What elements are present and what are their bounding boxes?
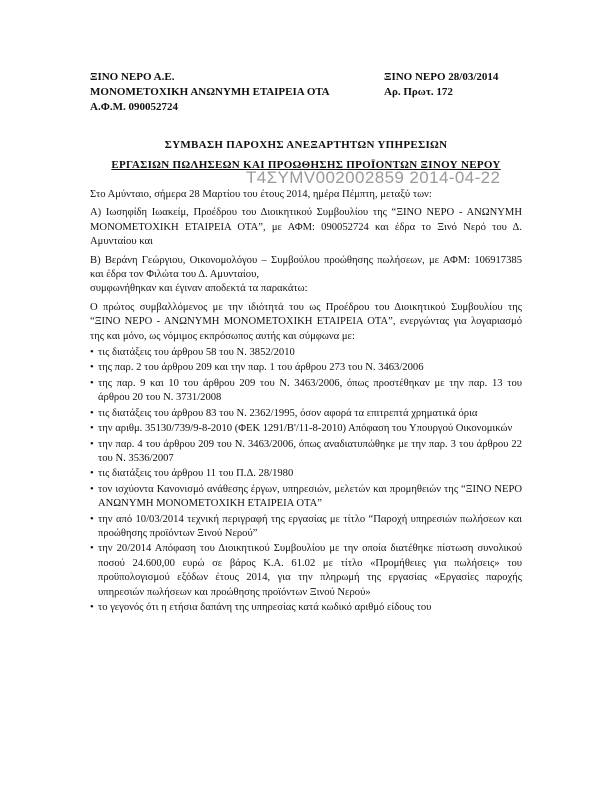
header-right [384,70,498,100]
list-item: • τον ισχύοντα Κανονισμό ανάθεσης έργων, υπηρεσιών, μελετών και προμηθειών της “ΞΙΝΟ ΝΕΡΟ ΑΝΩΝΥΜΗ ΜΟΝΟΜΕΤΟΧΙΚΗ ΕΤΑΙΡΕΙΑ ΟΤΑ” [90,483,522,510]
company-short-name: ΞΙΝΟ ΝΕΡΟ Α.Ε. [90,71,175,83]
list-item: • την 20/2014 Απόφαση του Διοικητικού Συμβουλίου με την οποία διατέθηκε πίστωση συνολικού ποσού 24.600,00 ευρώ σε βάρος Κ.Α. 61.02 με τίτλο «Προμήθειες για πωλήσεις» του προϋπολογισμού εξόδων έτους 2014, για την πληρωμή της εργασίας «Εργασίες παροχής υπηρεσιών πωλήσεων και προώθησης προϊόντων Ξινού Νερού» [90,543,522,598]
list-item: • την από 10/03/2014 τεχνική περιγραφή της εργασίας με τίτλο “Παροχή υπηρεσιών πωλήσεων και προώθησης προϊόντων Ξινού Νερού” [90,513,522,539]
document-title-line-1: ΣΥΜΒΑΣΗ ΠΑΡΟΧΗΣ ΑΝΕΞΑΡΤΗΤΩΝ ΥΠΗΡΕΣΙΩΝ [164,139,448,151]
first-party-paragraph: Ο πρώτος συμβαλλόμενος με την ιδιότητά του ως Προέδρου του Διοικητικού Συμβουλίου της “ΞΙΝΟ ΝΕΡΟ - ΑΝΩΝΥΜΗ ΜΟΝΟΜΕΤΟΧΙΚΗ ΕΤΑΙΡΕΙΑ ΟΤΑ”, ενεργώντας για λογαριασμό της και μόνο, ως νόμιμος εκπρόσωπος αυτής και σύμφωνα με: [90,301,522,342]
document-title-line-2: ΕΡΓΑΣΙΩΝ ΠΩΛΗΣΕΩΝ ΚΑΙ ΠΡΟΩΘΗΣΗΣ ΠΡΟΪΟΝΤΩΝ ΞΙΝΟΥ ΝΕΡΟΥ [111,159,501,171]
header-left [90,70,330,115]
party-a-paragraph: Α) Ιωσηφίδη Ιωακείμ, Προέδρου του Διοικητικού Συμβουλίου της “ΞΙΝΟ ΝΕΡΟ - ΑΝΩΝΥΜΗ ΜΟΝΟΜΕΤΟΧΙΚΗ ΕΤΑΙΡΕΙΑ ΟΤΑ”, με ΑΦΜ: 090052724 και έδρα το Ξινό Νερό του Δ. Αμυνταίου και [90,207,522,248]
agreement-paragraph: συμφωνήθηκαν και έγιναν αποδεκτά τα παρακάτω: [90,283,308,295]
registry-stamp: Τ4ΣΥΜV002002859 2014-04-22 [246,168,501,187]
protocol-number: Αρ. Πρωτ. 172 [384,86,453,98]
list-item: • τις διατάξεις του άρθρου 11 του Π.Δ. 28/1980 [90,467,522,481]
bullet-mark: • [90,438,94,450]
bullet-mark: • [90,347,94,359]
list-item: • της παρ. 2 του άρθρου 209 και την παρ. 1 του άρθρου 273 του Ν. 3463/2006 [90,361,522,375]
intro-paragraph: Στο Αμύνταιο, σήμερα 28 Μαρτίου του έτους 2014, ημέρα Πέμπτη, μεταξύ των: [90,189,432,200]
document-date: ΞΙΝΟ ΝΕΡΟ 28/03/2014 [384,71,499,83]
bullet-mark: • [90,407,94,419]
party-b-paragraph: Β) Βεράνη Γεώργιου, Οικονομολόγου – Συμβούλου προώθησης πωλήσεων, με ΑΦΜ: 106917385 και έδρα τον Φιλώτα του Δ. Αμυνταίου, [90,254,522,281]
list-item: • την παρ. 4 του άρθρου 209 του Ν. 3463/2006, όπως αναδιατυπώθηκε με την παρ. 3 του άρθρου 22 του Ν. 3536/2007 [90,438,522,464]
list-item: • την αριθμ. 35130/739/9-8-2010 (ΦΕΚ 1291/Β'/11-8-2010) Απόφαση του Υπουργού Οικονομικών [90,422,522,436]
document-body [90,188,522,616]
bullet-mark: • [90,513,94,525]
company-afm: Α.Φ.Μ. 090052724 [90,101,178,113]
list-item: • τις διατάξεις του άρθρου 83 του Ν. 2362/1995, όσον αφορά τα επιτρεπτά χρηματικά όρια [90,407,522,421]
bullet-mark: • [90,423,94,435]
bullet-mark: • [90,601,94,613]
bullet-mark: • [90,483,94,495]
bullet-mark: • [90,362,94,374]
bullet-mark: • [90,468,94,480]
company-full-name: ΜΟΝΟΜΕΤΟΧΙΚΗ ΑΝΩΝΥΜΗ ΕΤΑΙΡΕΙΑ ΟΤΑ [90,86,330,98]
list-item: • τις διατάξεις του άρθρου 58 του Ν. 3852/2010 [90,346,522,360]
list-item: • το γεγονός ότι η ετήσια δαπάνη της υπηρεσίας κατά κωδικό αριθμό είδους του [90,601,522,615]
legal-basis-list [90,346,522,615]
bullet-mark: • [90,543,94,555]
bullet-mark: • [90,377,94,389]
list-item: • της παρ. 9 και 10 του άρθρου 209 του Ν. 3463/2006, όπως προστέθηκαν με την παρ. 13 του άρθρου 20 του Ν. 3731/2008 [90,377,522,404]
